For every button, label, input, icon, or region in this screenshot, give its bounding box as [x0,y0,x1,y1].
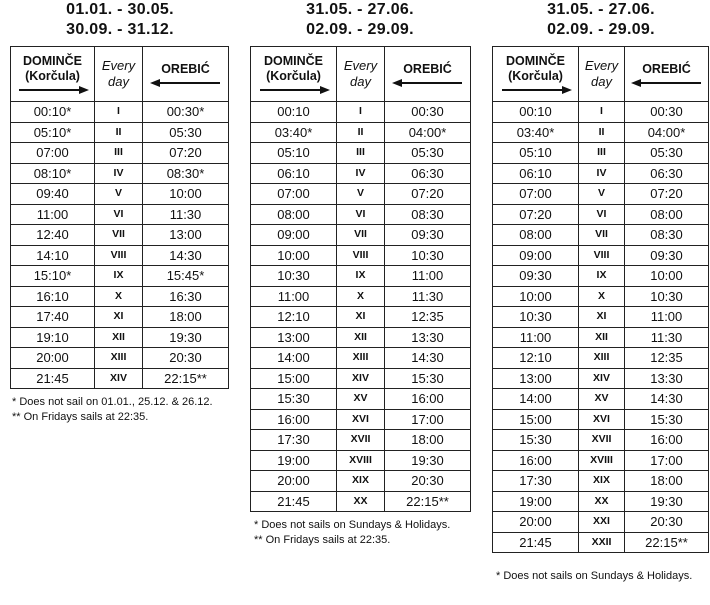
departure-time-dominče: 13:00 [493,368,579,389]
trip-number: IV [337,163,385,184]
footnote: * Does not sails on Sundays & Holidays. [496,570,693,582]
trip-number: II [579,122,625,143]
table-row [493,307,709,328]
period-line-2: 02.09. - 29.09. [547,21,655,38]
trip-number: XVIII [579,450,625,471]
departure-time-orebić: 08:30 [385,204,471,225]
table-row [251,163,471,184]
footnotes [10,395,230,425]
departure-time-dominče: 14:00 [493,389,579,410]
table-row [11,368,229,389]
table-row [251,450,471,471]
departure-time-orebić: 11:00 [385,266,471,287]
header-every-label: Every [101,58,136,73]
trip-number: VI [337,204,385,225]
trip-number: XVII [337,430,385,451]
trip-number: XI [337,307,385,328]
header-every-label: Every [584,58,619,73]
departure-time-dominče: 10:30 [251,266,337,287]
departure-time-dominče: 06:10 [493,163,579,184]
table-row [493,512,709,533]
trip-number: V [337,184,385,205]
arrow-right-icon [500,86,572,94]
departure-time-dominče: 13:00 [251,327,337,348]
table-row [251,307,471,328]
table-row [493,102,709,123]
header-orebić-label: OREBIĆ [642,61,691,76]
trip-number: XIV [579,368,625,389]
period-dates [10,0,230,40]
departure-time-orebić: 07:20 [625,184,709,205]
trip-number: VII [95,225,143,246]
departure-time-dominče: 20:00 [493,512,579,533]
departure-time-orebić: 18:00 [625,471,709,492]
table-row [493,143,709,164]
header-orebić-label: OREBIĆ [403,61,452,76]
table-row [493,491,709,512]
departure-time-orebić: 22:15** [143,368,229,389]
departure-time-dominče: 14:10 [11,245,95,266]
footnote: * Does not sails on Sundays & Holidays. [254,519,451,531]
trip-number: XV [579,389,625,410]
trip-number: XI [579,307,625,328]
trip-number: VIII [337,245,385,266]
departure-time-orebić: 10:30 [625,286,709,307]
departure-time-dominče: 03:40* [493,122,579,143]
table-row [493,286,709,307]
trip-number: II [95,122,143,143]
trip-number: III [337,143,385,164]
departure-time-orebić: 06:30 [625,163,709,184]
trip-number: XIX [579,471,625,492]
departure-time-dominče: 19:00 [251,450,337,471]
departure-time-dominče: 07:00 [251,184,337,205]
table-row [251,348,471,369]
departure-time-dominče: 12:10 [251,307,337,328]
departure-time-dominče: 07:00 [11,143,95,164]
departure-time-orebić: 05:30 [385,143,471,164]
header-departure-dominče [251,47,337,102]
trip-number: IX [579,266,625,287]
trip-number: VI [95,204,143,225]
trip-number: XIII [579,348,625,369]
trip-number: X [95,286,143,307]
trip-number: XIX [337,471,385,492]
departure-time-orebić: 18:00 [385,430,471,451]
departure-time-orebić: 15:30 [625,409,709,430]
table-row [493,430,709,451]
period-line-1: 01.01. - 30.05. [66,1,174,18]
table-row [11,286,229,307]
header-row [251,47,471,102]
table-row [11,163,229,184]
period-line-1: 31.05. - 27.06. [306,1,414,18]
departure-time-dominče: 07:00 [493,184,579,205]
departure-time-dominče: 14:00 [251,348,337,369]
header-departure-dominče [493,47,579,102]
table-row [493,389,709,410]
departure-time-dominče: 03:40* [251,122,337,143]
departure-time-dominče: 05:10 [251,143,337,164]
departure-time-orebić: 20:30 [385,471,471,492]
departure-time-orebić: 17:00 [625,450,709,471]
departure-time-orebić: 17:00 [385,409,471,430]
departure-time-orebić: 15:45* [143,266,229,287]
departure-time-orebić: 13:30 [385,327,471,348]
departure-time-orebić: 22:15** [625,532,709,553]
departure-time-dominče: 05:10 [493,143,579,164]
departure-time-dominče: 20:00 [11,348,95,369]
departure-time-orebić: 19:30 [143,327,229,348]
departure-time-orebić: 14:30 [625,389,709,410]
departure-time-orebić: 10:00 [625,266,709,287]
table-row [251,102,471,123]
departure-time-orebić: 15:30 [385,368,471,389]
timetable-column-2 [250,0,470,548]
departure-time-dominče: 08:10* [11,163,95,184]
departure-time-orebić: 11:30 [385,286,471,307]
timetable [250,46,471,512]
departure-time-orebić: 16:30 [143,286,229,307]
departure-time-orebić: 09:30 [625,245,709,266]
table-row [493,225,709,246]
trip-number: VII [337,225,385,246]
departure-time-dominče: 06:10 [251,163,337,184]
departure-time-dominče: 10:00 [251,245,337,266]
departure-time-dominče: 19:00 [493,491,579,512]
arrow-right-icon [258,86,330,94]
header-korčula-label: (Korčula) [25,69,80,83]
table-row [493,368,709,389]
trip-number: X [337,286,385,307]
table-row [493,450,709,471]
trip-number: VI [579,204,625,225]
table-row [493,245,709,266]
header-frequency [95,47,143,102]
trip-number: XIII [337,348,385,369]
table-row [493,204,709,225]
departure-time-orebić: 05:30 [143,122,229,143]
header-orebić-label: OREBIĆ [161,61,210,76]
table-row [11,225,229,246]
trip-number: XII [95,327,143,348]
period-line-2: 02.09. - 29.09. [306,21,414,38]
trip-number: I [579,102,625,123]
period-line-1: 31.05. - 27.06. [547,1,655,18]
departure-time-dominče: 19:10 [11,327,95,348]
departure-time-dominče: 08:00 [251,204,337,225]
departure-time-dominče: 15:10* [11,266,95,287]
table-row [11,143,229,164]
departure-time-dominče: 16:00 [493,450,579,471]
table-row [11,266,229,287]
trip-number: XX [337,491,385,512]
departure-time-orebić: 09:30 [385,225,471,246]
departure-time-dominče: 11:00 [251,286,337,307]
table-row [251,389,471,410]
arrow-right-icon [17,86,89,94]
trip-number: XIII [95,348,143,369]
trip-number: XVII [579,430,625,451]
departure-time-orebić: 19:30 [625,491,709,512]
header-row [493,47,709,102]
departure-time-orebić: 07:20 [385,184,471,205]
departure-time-dominče: 09:00 [493,245,579,266]
departure-time-dominče: 17:30 [493,471,579,492]
departure-time-dominče: 21:45 [251,491,337,512]
table-row [11,348,229,369]
header-every-label: Every [343,58,378,73]
trip-number: IV [95,163,143,184]
departure-time-dominče: 20:00 [251,471,337,492]
timetable-column-1 [10,0,230,425]
departure-time-orebić: 13:00 [143,225,229,246]
departure-time-orebić: 04:00* [625,122,709,143]
table-row [493,122,709,143]
table-row [493,532,709,553]
header-departure-dominče [11,47,95,102]
arrow-left-icon [392,79,464,87]
header-departure-orebić [143,47,229,102]
departure-time-dominče: 09:00 [251,225,337,246]
departure-time-dominče: 09:40 [11,184,95,205]
table-row [251,368,471,389]
table-row [11,245,229,266]
departure-time-orebić: 14:30 [143,245,229,266]
trip-number: III [579,143,625,164]
header-day-label: day [350,74,371,89]
table-row [493,327,709,348]
departure-time-dominče: 17:40 [11,307,95,328]
trip-number: IX [95,266,143,287]
header-day-label: day [108,74,129,89]
departure-time-orebić: 14:30 [385,348,471,369]
table-row [493,409,709,430]
departure-time-dominče: 00:10* [11,102,95,123]
trip-number: XXI [579,512,625,533]
table-row [11,204,229,225]
trip-number: VIII [579,245,625,266]
table-row [251,327,471,348]
table-row [251,245,471,266]
timetable [10,46,229,389]
departure-time-orebić: 08:30 [625,225,709,246]
table-row [493,471,709,492]
table-row [251,225,471,246]
trip-number: II [337,122,385,143]
departure-time-dominče: 09:30 [493,266,579,287]
departure-time-dominče: 15:00 [493,409,579,430]
header-dominče-label: DOMINČE [505,54,566,68]
trip-number: I [95,102,143,123]
departure-time-orebić: 00:30* [143,102,229,123]
departure-time-orebić: 11:30 [143,204,229,225]
trip-number: I [337,102,385,123]
departure-time-dominče: 00:10 [251,102,337,123]
departure-time-orebić: 06:30 [385,163,471,184]
arrow-left-icon [150,79,222,87]
departure-time-orebić: 00:30 [385,102,471,123]
timetable-column-3 [492,0,710,584]
trip-number: XIV [337,368,385,389]
departure-time-orebić: 12:35 [625,348,709,369]
departure-time-dominče: 17:30 [251,430,337,451]
table-row [493,184,709,205]
departure-time-orebić: 08:00 [625,204,709,225]
departure-time-orebić: 11:00 [625,307,709,328]
table-row [11,122,229,143]
table-row [11,307,229,328]
header-departure-orebić [625,47,709,102]
header-frequency [579,47,625,102]
header-departure-orebić [385,47,471,102]
trip-number: III [95,143,143,164]
trip-number: XVI [337,409,385,430]
trip-number: XVI [579,409,625,430]
departure-time-dominče: 11:00 [493,327,579,348]
timetable [492,46,709,553]
departure-time-dominče: 21:45 [11,368,95,389]
departure-time-dominče: 08:00 [493,225,579,246]
trip-number: XX [579,491,625,512]
header-dominče-label: DOMINČE [263,54,324,68]
footnotes [250,518,470,548]
table-row [251,143,471,164]
header-korčula-label: (Korčula) [266,69,321,83]
period-line-2: 30.09. - 31.12. [66,21,174,38]
trip-number: V [579,184,625,205]
departure-time-orebić: 22:15** [385,491,471,512]
table-row [493,163,709,184]
departure-time-dominče: 21:45 [493,532,579,553]
departure-time-dominče: 12:10 [493,348,579,369]
trip-number: XV [337,389,385,410]
departure-time-orebić: 10:00 [143,184,229,205]
departure-time-orebić: 00:30 [625,102,709,123]
footnotes [492,569,710,584]
table-row [251,122,471,143]
departure-time-orebić: 20:30 [143,348,229,369]
departure-time-dominče: 15:30 [251,389,337,410]
departure-time-dominče: 12:40 [11,225,95,246]
trip-number: XII [337,327,385,348]
table-row [11,184,229,205]
trip-number: VIII [95,245,143,266]
footnote: ** On Fridays sails at 22:35. [254,534,391,546]
table-row [251,409,471,430]
departure-time-orebić: 12:35 [385,307,471,328]
departure-time-orebić: 13:30 [625,368,709,389]
departure-time-orebić: 10:30 [385,245,471,266]
departure-time-orebić: 18:00 [143,307,229,328]
trip-number: XXII [579,532,625,553]
departure-time-orebić: 04:00* [385,122,471,143]
table-row [251,491,471,512]
table-row [251,430,471,451]
header-korčula-label: (Korčula) [508,69,563,83]
table-row [493,348,709,369]
trip-number: XIV [95,368,143,389]
table-row [251,204,471,225]
departure-time-dominče: 11:00 [11,204,95,225]
departure-time-dominče: 05:10* [11,122,95,143]
departure-time-orebić: 20:30 [625,512,709,533]
trip-number: XI [95,307,143,328]
header-frequency [337,47,385,102]
departure-time-dominče: 10:30 [493,307,579,328]
departure-time-dominče: 15:00 [251,368,337,389]
trip-number: XII [579,327,625,348]
header-day-label: day [591,74,612,89]
table-row [11,102,229,123]
trip-number: X [579,286,625,307]
departure-time-orebić: 07:20 [143,143,229,164]
header-row [11,47,229,102]
departure-time-dominče: 07:20 [493,204,579,225]
table-row [251,471,471,492]
departure-time-orebić: 08:30* [143,163,229,184]
table-row [493,266,709,287]
departure-time-orebić: 11:30 [625,327,709,348]
departure-time-dominče: 00:10 [493,102,579,123]
trip-number: IV [579,163,625,184]
departure-time-orebić: 16:00 [625,430,709,451]
departure-time-orebić: 05:30 [625,143,709,164]
table-row [251,266,471,287]
period-dates [492,0,710,40]
table-row [251,184,471,205]
departure-time-orebić: 16:00 [385,389,471,410]
trip-number: V [95,184,143,205]
table-row [251,286,471,307]
period-dates [250,0,470,40]
trip-number: VII [579,225,625,246]
arrow-left-icon [631,79,703,87]
header-dominče-label: DOMINČE [22,54,83,68]
departure-time-dominče: 15:30 [493,430,579,451]
departure-time-dominče: 16:00 [251,409,337,430]
footnote: ** On Fridays sails at 22:35. [12,411,149,423]
trip-number: IX [337,266,385,287]
trip-number: XVIII [337,450,385,471]
footnote: * Does not sail on 01.01., 25.12. & 26.12. [12,396,213,408]
departure-time-dominče: 16:10 [11,286,95,307]
table-row [11,327,229,348]
departure-time-orebić: 19:30 [385,450,471,471]
departure-time-dominče: 10:00 [493,286,579,307]
